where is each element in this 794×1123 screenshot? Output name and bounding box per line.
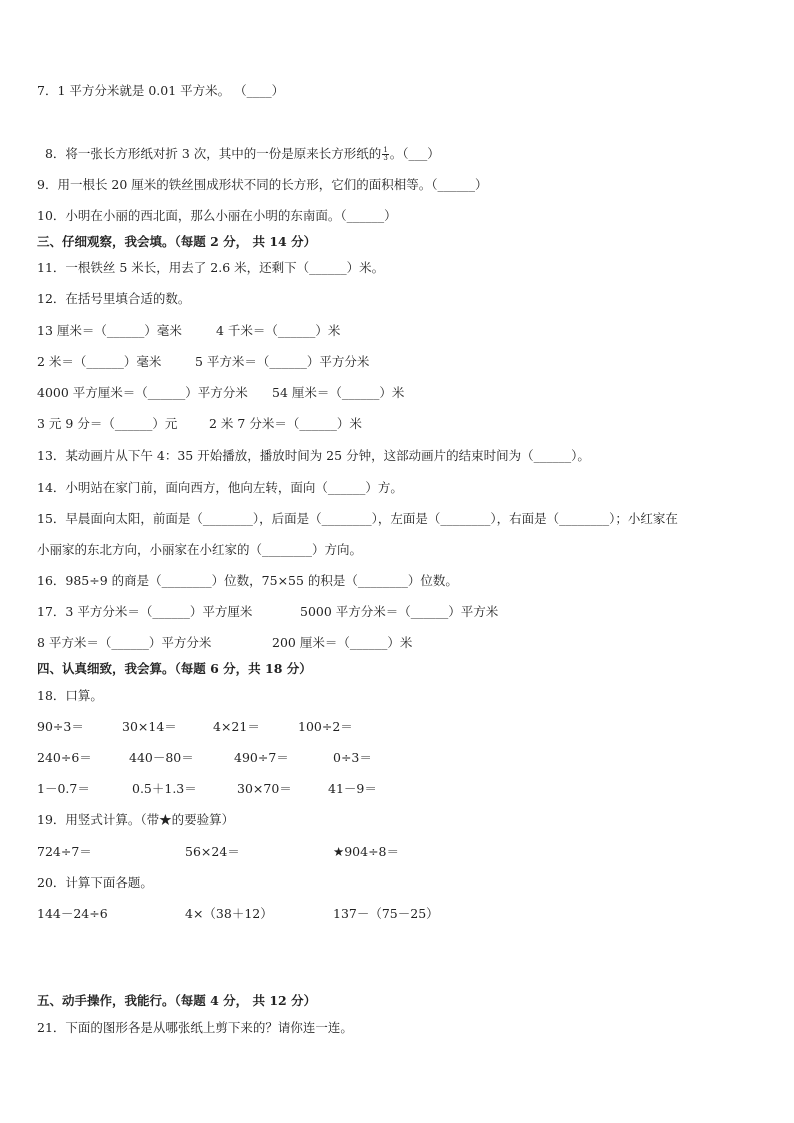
q20-c2: 4×（38＋12） xyxy=(185,906,273,921)
q20-c1: 144－24÷6 xyxy=(37,906,108,921)
q18-r3-c1: 1－0.7＝ xyxy=(37,781,90,796)
q20-c3: 137－（75－25） xyxy=(333,906,439,921)
q8-text: 8．将一张长方形纸对折 3 次，其中的一份是原来长方形纸的 xyxy=(44,146,382,161)
q13: 13．某动画片从下午 4：35 开始播放，播放时间为 25 分钟，这部动画片的结束时间为（______）。 xyxy=(37,448,590,463)
q12: 12．在括号里填合适的数。 xyxy=(37,291,191,306)
q7: 7．1 平方分米就是 0.01 平方米。 （____） xyxy=(37,83,285,98)
section-4-heading: 四、认真细致，我会算。（每题 6 分，共 18 分） xyxy=(37,661,312,676)
section-5-heading: 五、动手操作，我能行。（每题 4 分， 共 12 分） xyxy=(37,993,317,1008)
section-3-heading: 三、仔细观察，我会填。（每题 2 分， 共 14 分） xyxy=(37,234,317,249)
q9: 9．用一根长 20 厘米的铁丝围成形状不同的长方形，它们的面积相等。（______） xyxy=(37,177,488,192)
q18-r3-c4: 41－9＝ xyxy=(328,781,377,796)
q17-row1-a: 17．3 平方分米＝（______）平方厘米 xyxy=(37,604,253,619)
q18-r2-c3: 490÷7＝ xyxy=(234,750,289,765)
q21: 21．下面的图形各是从哪张纸上剪下来的？请你连一连。 xyxy=(37,1020,353,1035)
q15-line1: 15．早晨面向太阳，前面是（________），后面是（________），左面是（________），右面是（________）；小红家在 xyxy=(37,511,678,526)
q12-row1-a: 13 厘米＝（______）毫米 xyxy=(37,323,182,338)
q8-answer-blank: 。（___） xyxy=(389,146,440,161)
q18: 18．口算。 xyxy=(37,688,103,703)
q19-c1: 724÷7＝ xyxy=(37,844,92,859)
q17-row2-a: 8 平方米＝（______）平方分米 xyxy=(37,635,212,650)
q12-row3-b: 54 厘米＝（______）米 xyxy=(272,385,405,400)
q12-row3-a: 4000 平方厘米＝（______）平方分米 xyxy=(37,385,248,400)
q18-r1-c3: 4×21＝ xyxy=(213,719,260,734)
q19: 19．用竖式计算。（带★的要验算） xyxy=(37,812,235,827)
q18-r2-c4: 0÷3＝ xyxy=(333,750,372,765)
q15-line2: 小丽家的东北方向，小丽家在小红家的（________）方向。 xyxy=(37,542,363,557)
q19-c2: 56×24＝ xyxy=(185,844,240,859)
q12-row2-a: 2 米＝（______）毫米 xyxy=(37,354,162,369)
q16: 16．985÷9 的商是（________）位数，75×55 的积是（________）位数。 xyxy=(37,573,458,588)
q14: 14．小明站在家门前，面向西方，他向左转，面向（______）方。 xyxy=(37,480,403,495)
q19-c3: ★904÷8＝ xyxy=(333,844,399,859)
q18-r3-c2: 0.5＋1.3＝ xyxy=(132,781,197,796)
q17-row1-b: 5000 平方分米＝（______）平方米 xyxy=(300,604,499,619)
q18-r3-c3: 30×70＝ xyxy=(237,781,292,796)
q18-r2-c2: 440－80＝ xyxy=(129,750,194,765)
q12-row4-a: 3 元 9 分＝（______）元 xyxy=(37,416,178,431)
q18-r1-c2: 30×14＝ xyxy=(122,719,177,734)
q12-row2-b: 5 平方米＝（______）平方分米 xyxy=(195,354,370,369)
q12-row1-b: 4 千米＝（______）米 xyxy=(216,323,341,338)
q10: 10．小明在小丽的西北面，那么小丽在小明的东南面。（______） xyxy=(37,208,397,223)
q12-row4-b: 2 米 7 分米＝（______）米 xyxy=(209,416,362,431)
q8-fraction-numerator: 1 xyxy=(383,146,388,154)
q18-r2-c1: 240÷6＝ xyxy=(37,750,92,765)
q8 xyxy=(37,130,440,162)
q18-r1-c1: 90÷3＝ xyxy=(37,719,84,734)
q11: 11．一根铁丝 5 米长，用去了 2.6 米，还剩下（______）米。 xyxy=(37,260,385,275)
q8-fraction xyxy=(382,147,388,162)
q17-row2-b: 200 厘米＝（______）米 xyxy=(272,635,413,650)
q8-fraction-denominator: 3 xyxy=(383,154,388,162)
q20: 20．计算下面各题。 xyxy=(37,875,153,890)
q18-r1-c4: 100÷2＝ xyxy=(298,719,353,734)
